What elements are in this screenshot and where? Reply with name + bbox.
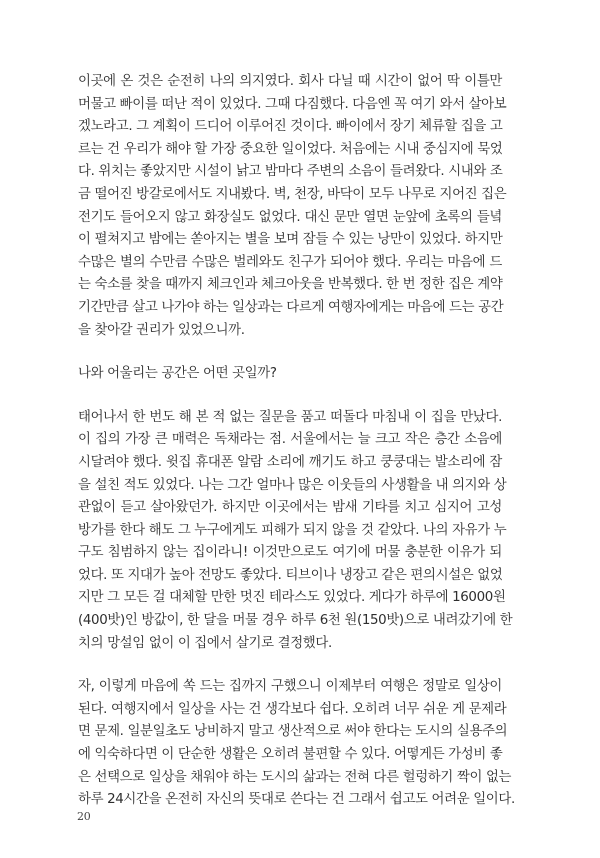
text-line: 을 찾아갈 권리가 있었으니까. <box>78 322 245 338</box>
text-line: 된다. 여행지에서 일상을 사는 건 생각보다 쉽다. 오히려 너무 쉬운 게 문제라 <box>78 701 507 717</box>
text-line: 머물고 빠이를 떠난 적이 있었다. 그때 다짐했다. 다음엔 꼭 여기 와서 살아보 <box>78 96 507 112</box>
text-line: 자, 이렇게 마음에 쏙 드는 집까지 구했으니 이제부터 여행은 정말로 일상이 <box>78 679 502 695</box>
text-line: 이 펼쳐지고 밤에는 쏟아지는 별을 보며 잠들 수 있는 낭만이 있었다. 하지만 <box>78 232 503 248</box>
text-line: 는 숙소를 찾을 때까지 체크인과 체크아웃을 반복했다. 한 번 정한 집은 계약 <box>78 277 503 293</box>
text-line: 었다. 또 지대가 높아 전망도 좋았다. 티브이나 냉장고 같은 편의시설은 없었 <box>78 567 503 583</box>
text-line: 에 익숙하다면 이 단순한 생활은 오히려 불편할 수 있다. 어떻게든 가성비 좋 <box>78 747 503 763</box>
page-number: 20 <box>77 810 91 823</box>
text-line: (400밧)인 방값이, 한 달을 머물 경우 하루 6천 원(150밧)으로 내려갔기에 한 <box>78 613 513 629</box>
text-line: 하루 24시간을 온전히 자신의 뜻대로 쓴다는 건 그래서 쉽고도 어려운 일이다. <box>78 792 515 808</box>
paragraph-question <box>78 363 502 386</box>
text-line: 은 선택으로 일상을 채워야 하는 도시의 삶과는 전혀 다른 헐렁하기 짝이 없는 <box>78 769 512 785</box>
paragraph-4 <box>78 676 515 812</box>
text-line: 면 문제. 일분일초도 낭비하지 말고 생산적으로 써야 한다는 도시의 실용주의 <box>78 724 508 740</box>
text-line: 이곳에 온 것은 순전히 나의 의지였다. 회사 다닐 때 시간이 없어 딱 이틀만 <box>78 74 502 89</box>
text-line: 수많은 별의 수만큼 수많은 벌레와도 친구가 되어야 했다. 우리는 마음에 드 <box>78 254 502 270</box>
text-line: 관없이 듣고 살아왔던가. 하지만 이곳에서는 밤새 기타를 치고 심지어 고성 <box>78 500 502 516</box>
text-line: 금 떨어진 방갈로에서도 지내봤다. 벽, 천장, 바닥이 모두 나무로 지어진 집은 <box>78 186 507 202</box>
text-line: 기간만큼 살고 나가야 하는 일상과는 다르게 여행자에게는 마음에 드는 공간 <box>78 299 504 315</box>
text-line: 지만 그 모든 걸 대체할 만한 멋진 테라스도 있었다. 게다가 하루에 16000원 <box>78 590 506 606</box>
text-line: 르는 건 우리가 해야 할 가장 중요한 일이었다. 처음에는 시내 중심지에 묵었 <box>78 141 503 157</box>
text-line: 나와 어울리는 공간은 어떤 곳일까? <box>78 366 277 382</box>
text-line: 구도 침범하지 않는 집이라니! 이것만으로도 여기에 머물 충분한 이유가 되 <box>78 545 502 561</box>
text-line: 방가를 한다 해도 그 누구에게도 피해가 되지 않을 것 같았다. 나의 자유가 누 <box>78 522 507 538</box>
text-line: 겠노라고. 그 계획이 드디어 이루어진 것이다. 빠이에서 장기 체류할 집을 고 <box>78 119 503 135</box>
text-line: 전기도 들어오지 않고 화장실도 없었다. 대신 문만 열면 눈앞에 초록의 들녘 <box>78 209 502 225</box>
paragraph-1 <box>78 71 507 342</box>
text-line: 태어나서 한 번도 해 본 적 없는 질문을 품고 떠돌다 마침내 이 집을 만났다. <box>78 409 502 425</box>
text-line: 을 설친 적도 있었다. 나는 그간 얼마나 많은 이웃들의 사생활을 내 의지와 상 <box>78 477 507 493</box>
text-line: 시달려야 했다. 윗집 휴대폰 알람 소리에 깨기도 하고 쿵쿵대는 발소리에 잠 <box>78 454 502 470</box>
body-text <box>78 71 515 833</box>
text-line: 다. 위치는 좋았지만 시설이 낡고 밤마다 주변의 소음이 들려왔다. 시내와 조 <box>78 164 503 180</box>
text-line: 이 집의 가장 큰 매력은 독채라는 점. 서울에서는 늘 크고 작은 층간 소음에 <box>78 432 502 448</box>
text-line: 치의 망설임 없이 이 집에서 살기로 결정했다. <box>78 635 332 651</box>
paragraph-3 <box>78 407 513 656</box>
